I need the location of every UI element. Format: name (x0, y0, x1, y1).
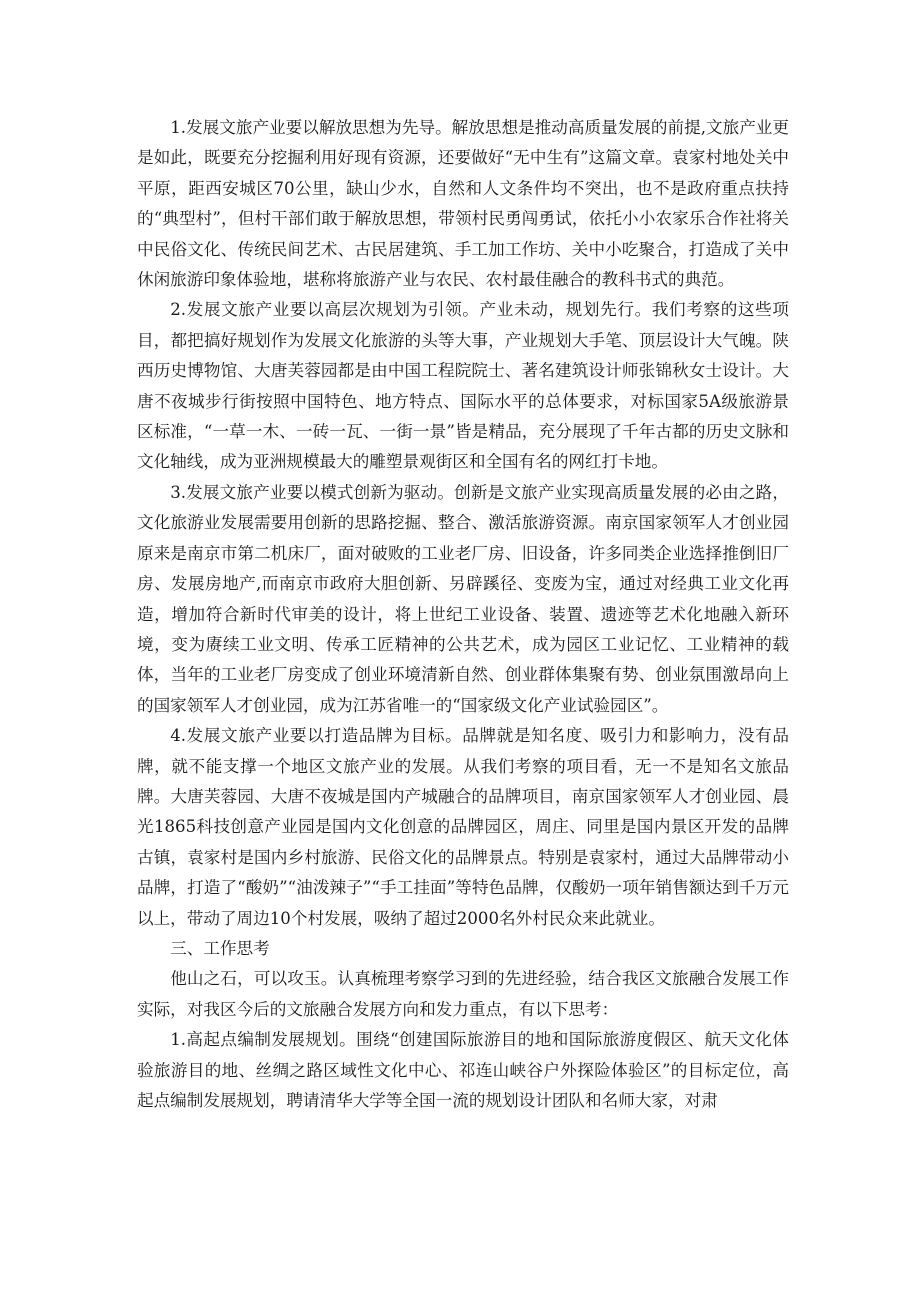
paragraph-4: 4.发展文旅产业要以打造品牌为目标。品牌就是知名度、吸引力和影响力，没有品牌，就不能支撑一个地区文旅产业的发展。从我们考察的项目看，无一不是知名文旅品牌。大唐芙蓉园、大唐不夜城是国内产城融合的品牌项目，南京国家领军人才创业园、晨光1865科技创意产业园是国内文化创意的品牌园区，周庄、同里是国内景区开发的品牌古镇，袁家村是国内乡村旅游、民俗文化的品牌景点。特别是袁家村，通过大品牌带动小品牌，打造了“酸奶”“油泼辣子”“手工挂面”等特色品牌，仅酸奶一项年销售额达到千万元以上，带动了周边10个村发展，吸纳了超过2000名外村民众来此就业。 (137, 726, 789, 928)
document-page (137, 113, 789, 1116)
paragraph-item-1: 1.高起点编制发展规划。围绕“创建国际旅游目的地和国际旅游度假区、航天文化体验旅游目的地、丝绸之路区域性文化中心、祁连山峡谷户外探险体验区”的目标定位，高起点编制发展规划，聘请清华大学等全国一流的规划设计团队和名师大家，对肃 (137, 1030, 789, 1110)
section-heading: 三、工作思考 (170, 938, 270, 958)
paragraph-2: 2.发展文旅产业要以高层次规划为引领。产业未动，规划先行。我们考察的这些项目，都把搞好规划作为发展文化旅游的头等大事，产业规划大手笔、顶层设计大气魄。陕西历史博物馆、大唐芙蓉园都是由中国工程院院士、著名建筑设计师张锦秋女士设计。大唐不夜城步行街按照中国特色、地方特点、国际水平的总体要求，对标国家5A级旅游景区标准，“一草一木、一砖一瓦、一街一景”皆是精品，充分展现了千年古都的历史文脉和文化轴线，成为亚洲规模最大的雕塑景观街区和全国有名的网红打卡地。 (137, 300, 789, 472)
paragraph-3: 3.发展文旅产业要以模式创新为驱动。创新是文旅产业实现高质量发展的必由之路，文化旅游业发展需要用创新的思路挖掘、整合、激活旅游资源。南京国家领军人才创业园原来是南京市第二机床厂，面对破败的工业老厂房、旧设备，许多同类企业选择推倒旧厂房、发展房地产,而南京市政府大胆创新、另辟蹊径、变废为宝，通过对经典工业文化再造，增加符合新时代审美的设计，将上世纪工业设备、装置、遗迹等艺术化地融入新环境，变为赓续工业文明、传承工匠精神的公共艺术，成为园区工业记忆、工业精神的载体，当年的工业老厂房变成了创业环境清新自然、创业群体集聚有势、创业氛围激昂向上的国家领军人才创业园，成为江苏省唯一的“国家级文化产业试验园区”。 (137, 482, 789, 715)
paragraph-1: 1.发展文旅产业要以解放思想为先导。解放思想是推动高质量发展的前提,文旅产业更是如此，既要充分挖掘利用好现有资源，还要做好“无中生有”这篇文章。袁家村地处关中平原，距西安城区70公里，缺山少水，自然和人文条件均不突出，也不是政府重点扶持的“典型村”，但村干部们敢于解放思想，带领村民勇闯勇试，依托小小农家乐合作社将关中民俗文化、传统民间艺术、古民居建筑、手工加工作坊、关中小吃聚合，打造成了关中休闲旅游印象体验地，堪称将旅游产业与农民、农村最佳融合的教科书式的典范。 (137, 118, 789, 290)
intro-paragraph: 他山之石，可以攻玉。认真梳理考察学习到的先进经验，结合我区文旅融合发展工作实际，对我区今后的文旅融合发展方向和发力重点，有以下思考： (137, 969, 789, 1019)
